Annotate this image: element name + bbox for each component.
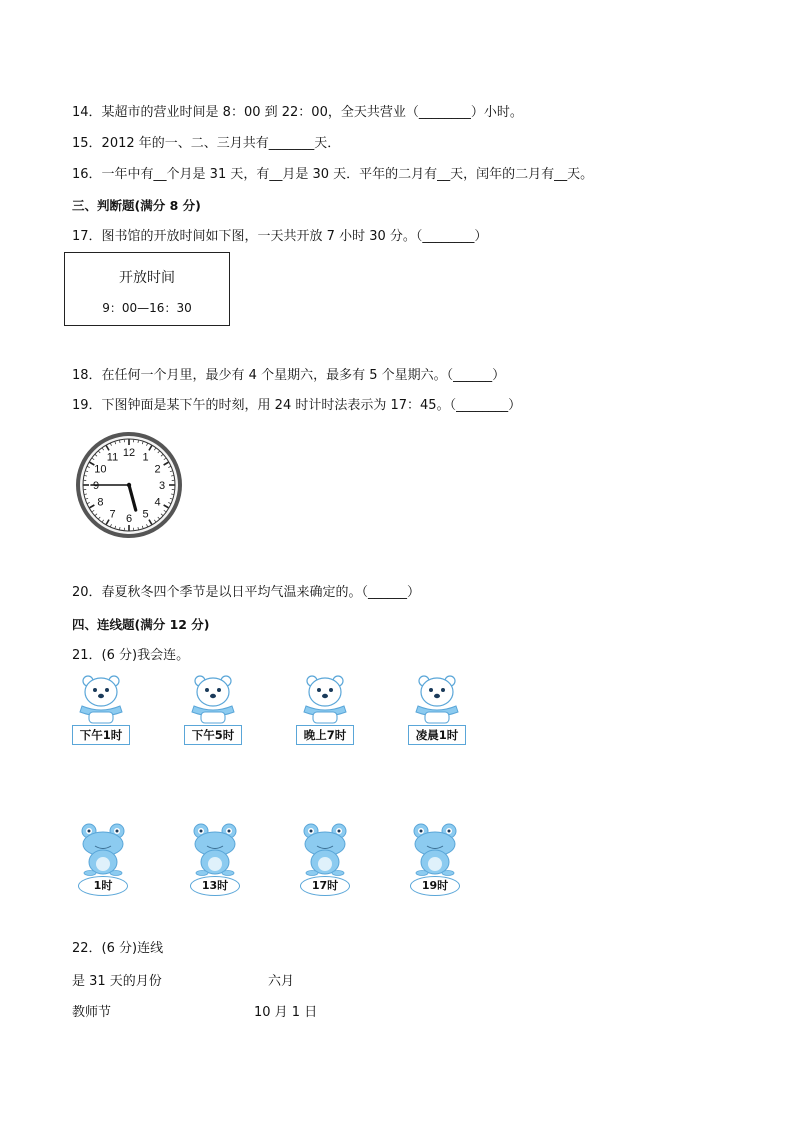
question-19: 19．下图钟面是某下午的时刻，用 24 时计时法表示为 17：45。（________） [72,398,522,413]
bear-time-label: 晚上7时 [296,725,354,745]
match-right-item-2: 10 月 1 日 [254,1005,318,1020]
question-21: 21．(6 分)我会连。 [72,648,190,663]
frog-icon [411,822,459,880]
frog-time-label: 17时 [300,876,350,896]
frog-time-label: 13时 [190,876,240,896]
question-22: 22．(6 分)连线 [72,941,164,956]
frog-time-label: 19时 [410,876,460,896]
bear-time-label: 下午5时 [184,725,242,745]
clock-number: 4 [154,496,161,509]
question-20: 20．春夏秋冬四个季节是以日平均气温来确定的。（______） [72,585,421,600]
bear-time-label: 凌晨1时 [408,725,466,745]
clock-face [74,430,184,540]
frog-icon [79,822,127,880]
polar-bear-icon [412,672,462,728]
clock-number: 6 [125,513,133,525]
clock-number: 7 [109,508,116,521]
question-17: 17．图书馆的开放时间如下图，一天共开放 7 小时 30 分。（________） [72,229,488,244]
clock-number: 8 [97,496,104,509]
match-right-item-1: 六月 [268,974,295,989]
clock-icon [74,430,184,540]
library-hours-value: 9：00—16：30 [102,301,192,315]
bear-time-label: 下午1时 [72,725,130,745]
frog-icon [191,822,239,880]
library-hours-title: 开放时间 [119,270,175,286]
clock-number: 1 [142,451,149,464]
section-judgment-heading: 三、判断题(满分 8 分) [72,198,201,213]
clock-number: 12 [122,447,136,459]
frog-icon [301,822,349,880]
clock-number: 11 [106,451,119,464]
clock-number: 10 [94,463,107,476]
library-hours-box [64,252,230,326]
clock-number: 9 [92,480,100,492]
frog-time-label: 1时 [78,876,128,896]
clock-number: 3 [158,480,166,492]
match-left-item-2: 教师节 [72,1005,112,1020]
question-18: 18．在任何一个月里，最少有 4 个星期六，最多有 5 个星期六。（______） [72,368,506,383]
question-14: 14．某超市的营业时间是 8：00 到 22：00，全天共营业（________）小时。 [72,105,523,120]
polar-bear-icon [188,672,238,728]
clock-number: 5 [142,508,149,521]
polar-bear-icon [76,672,126,728]
question-15: 15．2012 年的一、二、三月共有_______天． [72,136,341,151]
clock-number: 2 [154,463,161,476]
section-matching-heading: 四、连线题(满分 12 分) [72,617,210,632]
clock-center [127,483,131,487]
match-left-item-1: 是 31 天的月份 [72,974,162,989]
polar-bear-icon [300,672,350,728]
question-16: 16．一年中有__个月是 31 天，有__月是 30 天．平年的二月有__天，闰年的二月有__天。 [72,167,594,182]
